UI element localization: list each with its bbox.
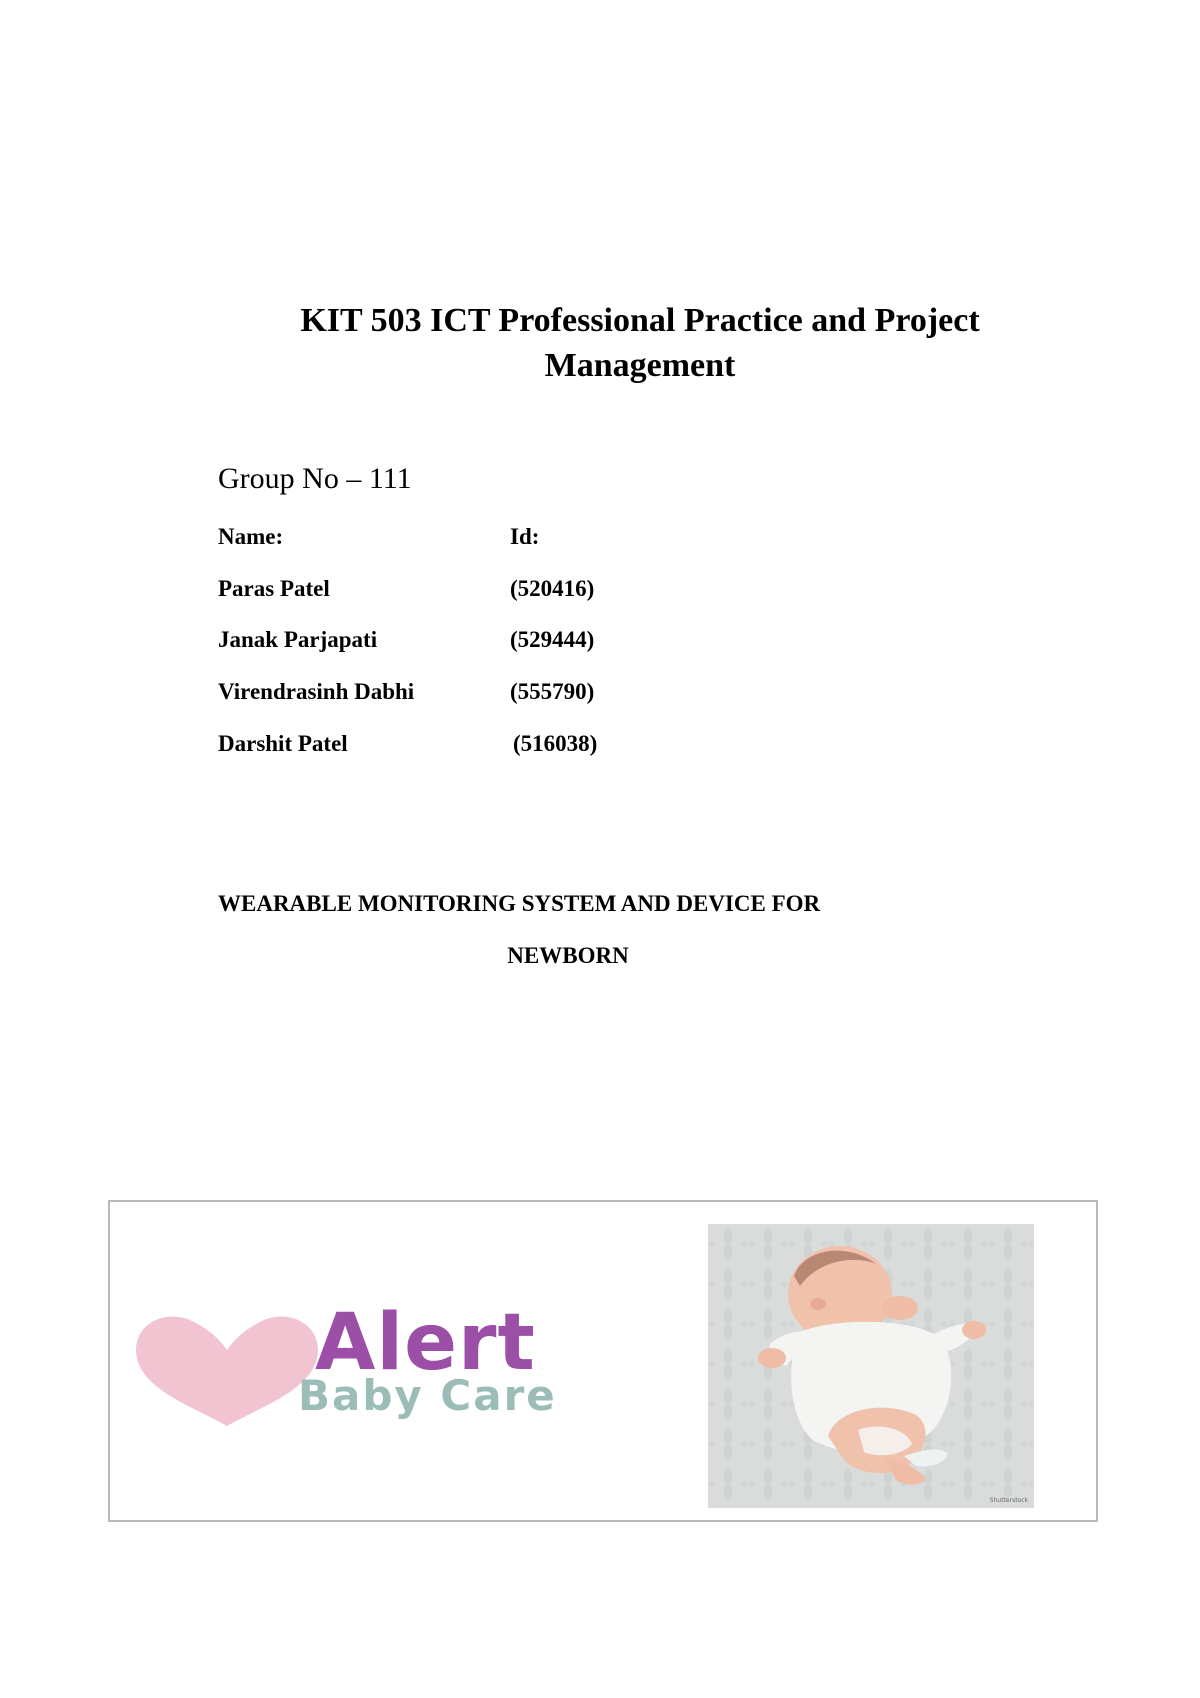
project-title-line1: WEARABLE MONITORING SYSTEM AND DEVICE FOR [218,891,821,916]
group-number: Group No – 111 [218,462,412,495]
member-name: Paras Patel [218,576,330,601]
alert-baby-care-banner [108,1200,1098,1522]
course-title [200,298,1080,388]
member-id: (529444) [510,627,595,652]
heart-icon [132,1310,322,1430]
newborn-photo [708,1224,1034,1508]
member-id: (555790) [510,679,595,704]
course-title-line2: Management [544,347,736,384]
project-title-line2: NEWBORN [507,943,629,968]
id-column-header: Id: [510,524,540,549]
photo-credit: Shutterstock [989,1497,1028,1504]
alert-logo-text: Alert [315,1298,536,1388]
baby-care-logo-text: Baby Care [298,1371,557,1420]
project-title [218,878,988,982]
member-row [218,576,595,602]
member-table-header [218,524,540,550]
member-name: Darshit Patel [218,731,348,756]
member-id: (516038) [513,731,598,756]
course-title-line1: KIT 503 ICT Professional Practice and Project [300,302,980,339]
member-name: Virendrasinh Dabhi [218,679,415,704]
name-column-header: Name: [218,524,284,549]
member-row [218,627,595,653]
member-name: Janak Parjapati [218,627,378,652]
member-row [218,679,595,705]
member-row [218,731,598,757]
sleeping-newborn-image [708,1224,1034,1508]
member-id: (520416) [510,576,595,601]
